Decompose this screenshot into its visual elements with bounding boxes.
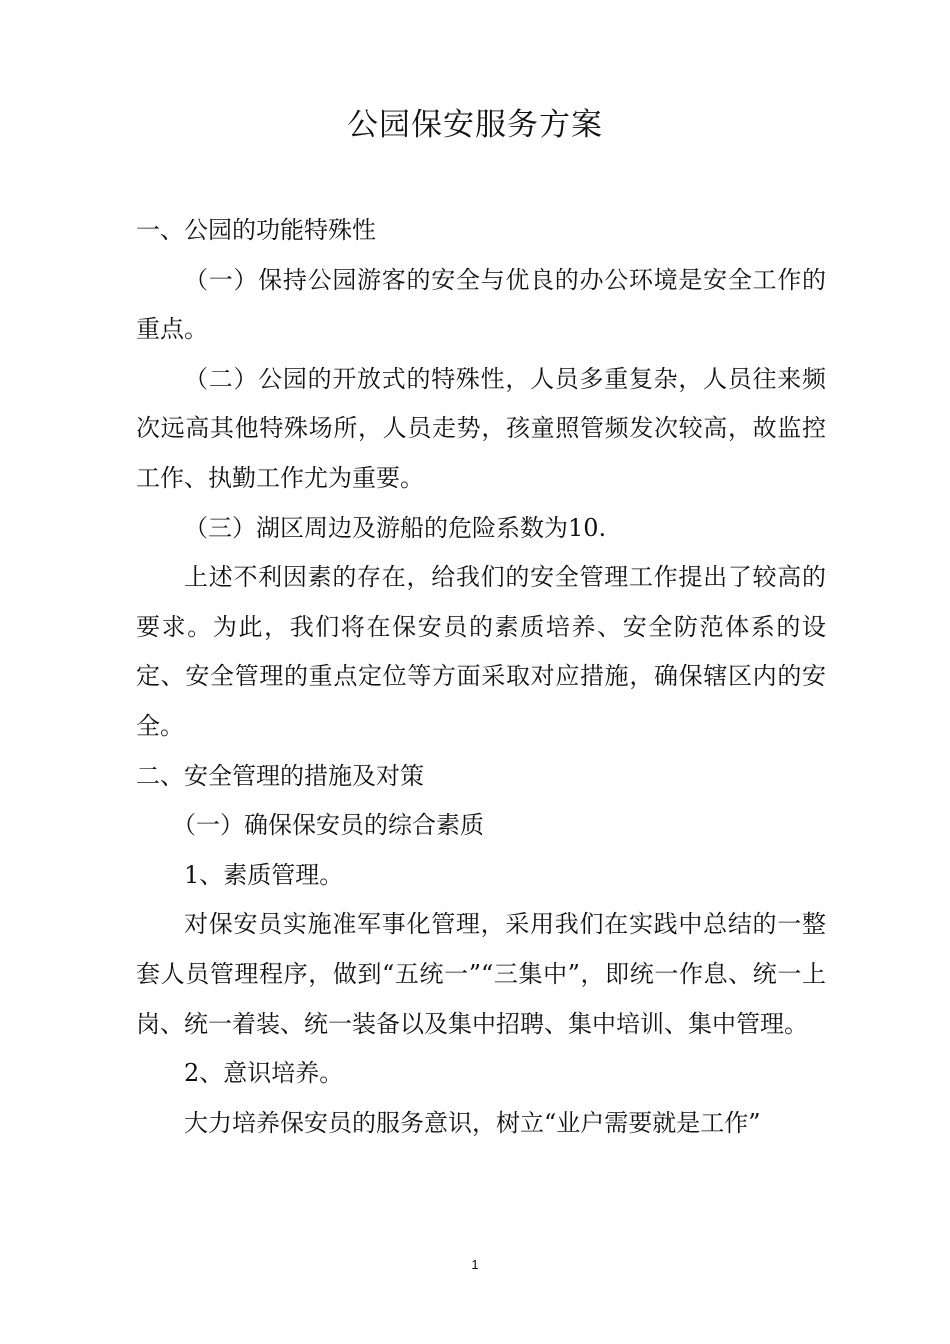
page-number: 1: [471, 1257, 479, 1272]
paragraph: （二）公园的开放式的特殊性，人员多重复杂，人员往来频次远高其他特殊场所，人员走势，孩童照管频发次较高，故监控工作、执勤工作尤为重要。: [136, 364, 826, 492]
document-title: 公园保安服务方案: [347, 107, 603, 143]
document-body: [136, 206, 826, 1148]
paragraph: 对保安员实施准军事化管理，采用我们在实践中总结的一整套人员管理程序，做到“五统一”“三集中”，即统一作息、统一上岗、统一着装、统一装备以及集中招聘、集中培训、集中管理。: [136, 910, 826, 1038]
section-heading-2: 二、安全管理的措施及对策: [136, 761, 424, 790]
item-heading: 2、意识培养。: [184, 1059, 344, 1088]
item-heading: 1、素质管理。: [184, 860, 344, 889]
paragraph: （一）保持公园游客的安全与优良的办公环境是安全工作的重点。: [136, 265, 826, 344]
subsection-heading: （一）确保保安员的综合素质: [172, 811, 484, 840]
paragraph: （三）湖区周边及游船的危险系数为10.: [184, 513, 607, 542]
section-heading-1: 一、公园的功能特殊性: [136, 216, 376, 244]
paragraph: 大力培养保安员的服务意识，树立“业户需要就是工作”: [184, 1108, 761, 1137]
paragraph: 上述不利因素的存在，给我们的安全管理工作提出了较高的要求。为此，我们将在保安员的素质培养、安全防范体系的设定、安全管理的重点定位等方面采取对应措施，确保辖区内的安全。: [136, 563, 826, 740]
